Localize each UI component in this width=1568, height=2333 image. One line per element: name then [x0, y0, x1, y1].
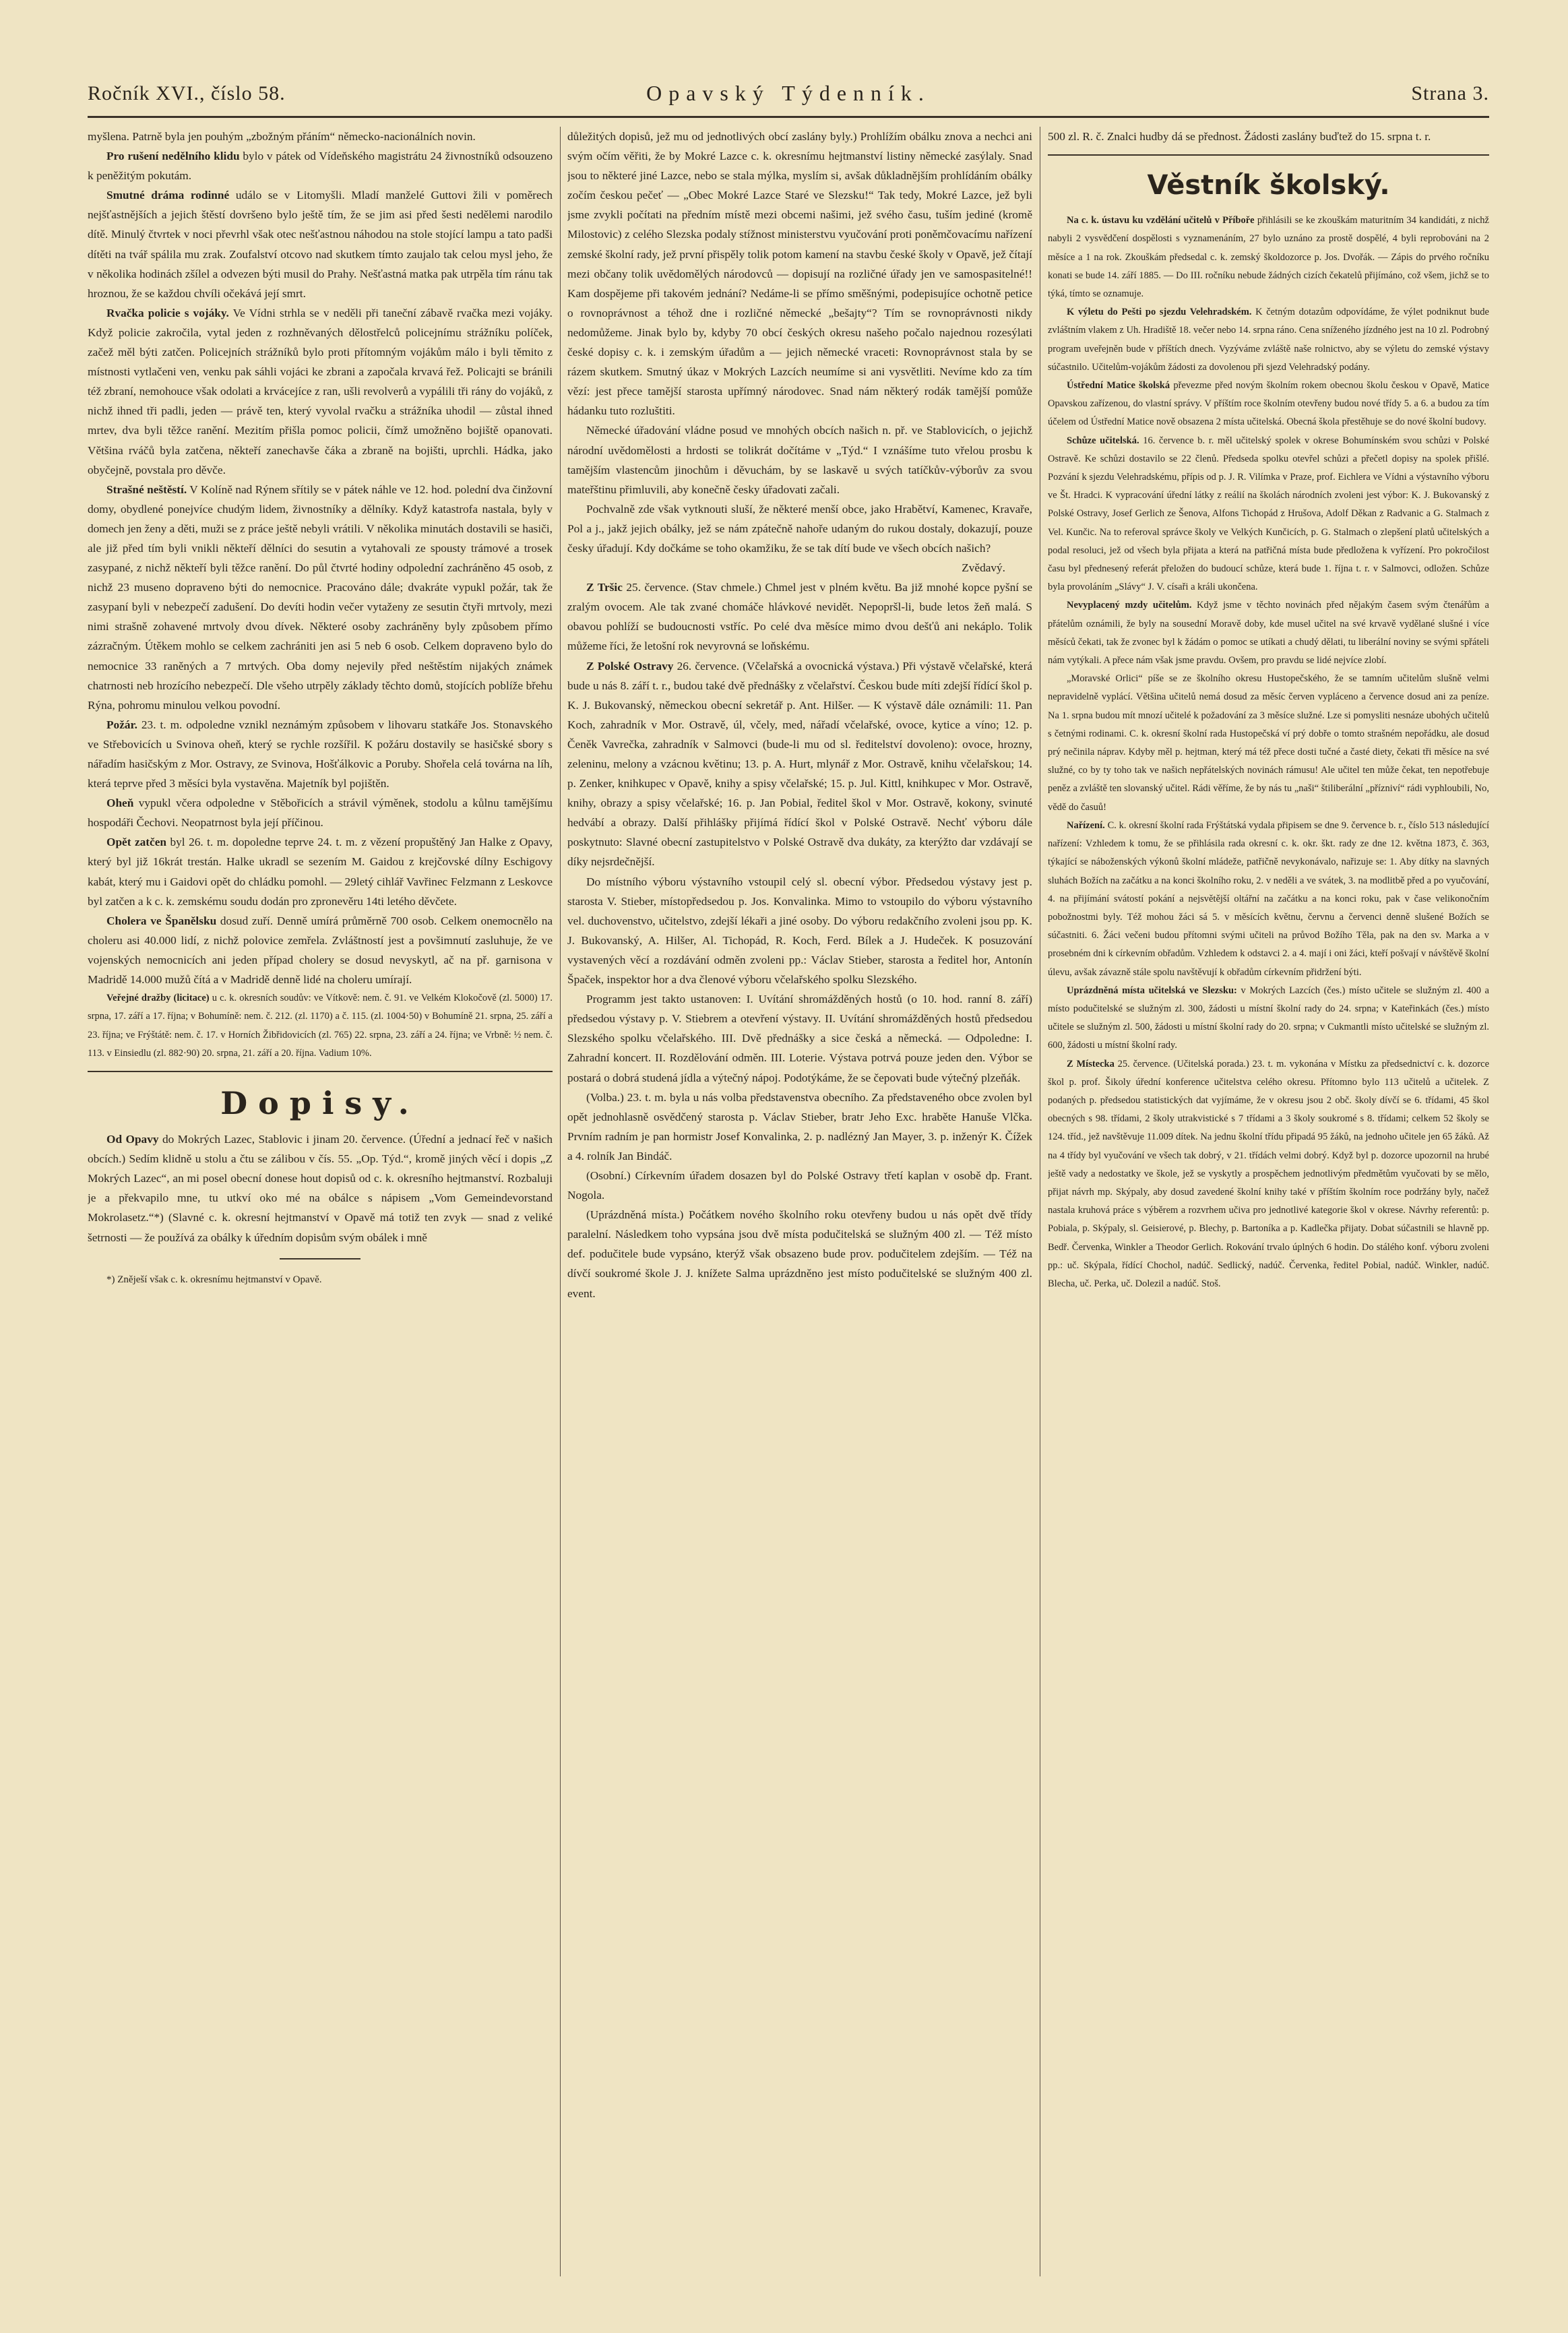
news-heading: K výletu do Pešti po sjezdu Velehradském.	[1067, 307, 1252, 318]
news-body: byl 26. t. m. dopoledne teprve 24. t. m. z vězení propuštěný Jan Halke z Opavy, který byl již 16krát trestán. Halke ukradl se sezením M. Gaidou z krejčovské dílny Eschigovy kabát, který mu i Gaidovi opět do chládku pomohl. — 29letý cihlář Vavřinec Felzmann z Leskovce byl zatčen a k c. k. zemskému soudu dodán pro zpronevěru 14ti letého děvčete.	[88, 836, 553, 908]
news-item	[1048, 212, 1489, 303]
article-text: Pochvalně zde však vytknouti sluší, že některé menší obce, jako Hrabětví, Kamenec, Kravaře, Pol a j., jakž jejich obálky, jež se nám zpátečně nahoře udaným do rukou dostaly, dokazují, pouze česky úřadují. Kdy dočkáme se toho okamžiku, že se tak dítí bude ve všech obcích našich?	[567, 502, 1032, 555]
letter-heading: Od Opavy	[106, 1133, 159, 1146]
news-heading: Oheň	[106, 797, 134, 810]
section-rule	[88, 1071, 553, 1072]
letter-item	[88, 1129, 553, 1247]
news-item	[88, 911, 553, 989]
news-heading: Požár.	[106, 718, 137, 731]
news-heading: Ústřední Matice školská	[1067, 380, 1170, 392]
news-heading: Z Místecka	[1067, 1058, 1115, 1069]
news-item	[88, 303, 553, 480]
news-item	[88, 832, 553, 910]
article-text: Programm jest takto ustanoven: I. Uvítání shromážděných hostů (o 10. hod. ranní 8. září) předsedou výstavy p. V. Stiebrem a otevření výstavy. II. Uvítání shromážděných hostů předsedou Slezského spolku včelařského. III. Dvě přednášky a sice česká a německá. — Odpoledne: I. Zahradní koncert. II. Rozdělování odměn. III. Loterie. Výstava potrvá pouze jeden den. Výbor se postará o dobrá studená jídla a výtečný nápoj. Podotýkáme, že se čepovati bude výtečný plzeňák.	[567, 993, 1032, 1084]
page-number: Strana 3.	[1411, 82, 1489, 104]
news-item	[567, 656, 1032, 872]
news-body: vypukl včera odpoledne v Stěbořicích a strávil výměnek, stodolu a kůlnu tamějšímu hospodáři Čechovi. Neopatrnost byla její příčinou.	[88, 797, 553, 830]
news-body: dosud zuří. Denně umírá průměrně 700 osob. Celkem onemocnělo na choleru asi 40.000 lidí, z nichž polovice zemřela. Zvláštností jest a povšimnutí zasluhuje, že ve vojenských nemocnicích ani jeden případ cholery se dosud nevyskytl, ač na př. garnisona v Madridě 14.000 mužů čítá a v Madridě denně lidé na choleru umírají.	[88, 914, 553, 987]
news-body: 16. července b. r. měl učitelský spolek v okrese Bohumínském svou schůzi v Polské Ostravě. Ke schůzi dostavilo se 22 členů. Předseda spolku otevřel schůzi a přečetl dopisy na spolek přišlé. Pozvání k sjezdu Velehradskému, přípis od p. J. R. Vilímka v Praze, prof. Eichlera ve Vídni a výstavního výboru ve Št. Hradci. K vypracování úřední látky z reálií na školách národních zvoleni jest výbor: K. J. Bukovanský z Polské Ostravy, Josef Gerlich ze Šenova, Alfons Tichopád z Hrušova, Adolf Děkan z Radvanic a G. Stalmach z Vel. Kunčic. Na to referoval správce školy ve Velkých Kunčicích, p. G. Stalmach o zlepšení platů učitelských a podal resoluci, jež od všech byla přijata a která na patřičná místa bude předložena k vyřízení. Pro pokročilost času byl přednesený referát přeložen do budoucí schůze, která bude 1. října t. r. v Salmovci, odložen. Schůze byla provoláním „Slávy“ J. V. císaři a králi ukončena.	[1048, 435, 1489, 593]
news-body: událo se v Litomyšli. Mladí manželé Guttovi žili v poměrech nejšťastnějších a jejich štěstí dovršeno bylo ještě tím, že se jim asi před šesti nedělemi narodilo dítě. Minulý čtvrtek v noci převrhl však otec nešťastnou náhodou na stole stojící lampu a tato padši dítěti na tvář spálila mu zrak. Zoufalství otcovo nad skutkem tímto zaujalo tak celou mysl jeho, že v několika hodinách zšílel a odvezen býti musil do Prahy. Nešťastná matka pak utrpěla tím ránu tak hroznou, že se každou chvíli očekává její smrt.	[88, 189, 553, 300]
article-text: (Uprázdněná místa.) Počátkem nového školního roku otevřeny budou u nás opět dvě třídy paralelní. Následkem toho vypsána jsou dvě místa podučitelská se služným 400 zl. — Též místo def. podučitele bude vypsáno, kterýž však obsazeno bude prov. podučitelem zdejším. — Též na dívčí soukromé škole J. J. knížete Salma uprázdněno jest místo podučitelské se služným 400 zl. event.	[567, 1208, 1032, 1300]
article-text: „Moravské Orlici“ píše se ze školního okresu Hustopečského, že se tamním učitelům slušně velmi nepravidelně vyplácí. Většina učitelů nemá dosud za měsíc červen vypláceno a července dosud ani za peníze. Na 1. srpna budou mít mnozí učitelé k požadování za 3 měsíce služné. Lze si pomysliti nesnáze ubohých učitelů s četnými rodinami. C. k. okresní školní rada Hustopečská ví prý dobře o tomto strašném nepořádku, ale dosud prý nečinila náprav. Kdyby měl p. hejtman, který má též přece dosti tučné a časté diety, čekati tři měsíce na své služné, co by ty toho tak ve našich nepřátelských novinách rámusu! Ale učitel ten může čekat, ten nepotřebuje peněz a zvláště ten slovanský učitel. Rádi věříme, že by nás tu „naši“ štiliberální „přízniví“ rádi vyphloubili, No, vědě do časuů!	[1048, 673, 1489, 813]
news-body: 25. července. (Stav chmele.) Chmel jest v plném květu. Ba již mnohé kopce pyšní se zralým ovocem. Ale tak zvané chomáče hlávkové nevidět. Nepopršl-li, bude letos žeň malá. S obavou pohlíží se budoucnosti vstříc. Po celé dva měsíce mimo dvou dešťů ani nekáplo. Tolik můžeme říci, že letošní rok nevyrovná se loňskému.	[567, 581, 1032, 653]
news-body: bylo v pátek od Vídeňského magistrátu 24 živnostníků odsouzeno k peněžitým pokutám.	[88, 150, 553, 183]
news-heading: Na c. k. ústavu ku vzdělání učitelů v Příboře	[1067, 215, 1255, 226]
newspaper-title: Opavský Týdenník.	[646, 81, 931, 105]
news-item	[88, 480, 553, 715]
issue-number: Ročník XVI., číslo 58.	[88, 82, 286, 104]
news-item	[1048, 303, 1489, 377]
news-body: přihlásili se ke zkouškám maturitním 34 kandidáti, z nichž nabyli 2 vysvědčení dospělosti s vyznamenáním, 27 bylo uznáno za prostě dospělé, 4 byli reprobováni na 2 měsíce a 1 na rok. Zkouškám předsedal c. k. zemský školdozorce p. Jos. Dvořák. — Zápis do prvého ročníku konati se bude 14. září 1885. — Do III. ročníku nebude žádných cizích čekatelů přijímáno, což všem, jichž se to týká, tímto se oznamuje.	[1048, 215, 1489, 299]
news-item	[88, 715, 553, 793]
news-heading: Veřejné dražby (licitace)	[106, 993, 210, 1004]
column-1	[88, 127, 553, 2283]
article-text: (Osobní.) Církevním úřadem dosazen byl do Polské Ostravy třetí kaplan v osobě dp. Frant. Nogola.	[567, 1169, 1032, 1202]
column-3	[1048, 127, 1489, 2283]
auction-listing	[88, 989, 553, 1063]
news-item	[1048, 982, 1489, 1055]
footnote-rule	[280, 1258, 360, 1259]
news-heading: Z Polské Ostravy	[586, 659, 674, 673]
news-body: V Kolíně nad Rýnem sřítily se v pátek náhle ve 12. hod. polední dva činžovní domy, obydlené ponejvíce chudým lidem, živnostníky a dělníky. Když katastrofa nastala, byly v domech jen ženy a děti, muži se z práce ještě nebyli vrátili. V několika minutách dostavili se hasiči, ale již před tím byli vnikli někteří dělníci do sesutin a vytahovali ze spousty trámové a trosek zasypané, z nichž někteří byli těžce ranění. Do půl čtvrté hodiny odpolední zachráněno 45 osob, z nichž 23 museno dopraveno býti do nemocnice. Pracováno dále; dvakráte vypukl požár, tak že zasypaní byli v nebezpečí zadušení. Do devíti hodin večer vytaženy ze sesutin čtyři mrtvoly, mezi nimi strašně zohavené mrtvoly dvou dívek. Některé osoby zachráněny byly způsobem přímo zázračným. Útěkem mohlo se celkem zachrániti jen asi 5 neb 6 osob. Celkem dopraveno bylo do nemocnice 33 raněných a 7 mrtvých. Oba domy nejevily před neštěstím nijakých známek chatrnosti neb hrozícího nebezpečí. Dle všeho utrpěly základy těchto domů, stojících poblíže břehu Rýna, pohromu minulou velkou povodní.	[88, 483, 553, 712]
news-item	[1048, 817, 1489, 982]
section-rule	[1048, 154, 1489, 156]
news-item	[88, 793, 553, 832]
news-heading: Schůze učitelská.	[1067, 435, 1139, 446]
news-heading: Opět zatčen	[106, 836, 166, 849]
news-body: 25. července. (Učitelská porada.) 23. t. m. vykonána v Místku za předsednictví c. k. dozorce škol p. prof. Šikoly úřední konference učitelstva celého okresu. Přítomno bylo 113 učitelů a učitelek. Z podaných p. předsedou statistických dat vyjímáme, že v okresu jsou 2 obč. školy dívčí se 6. třídami, 45 škol obecných s 98. třídami, 2 školy utrakvistické s 7 třídami a 3 školy soukromé s 8. třídami; celkem 52 školy se 124. tříd., jež navštěvuje 11.009 dítek. Na jednu školní třídu připadá 95 žáků, na jednoho učitele jen 65 žáků. Až na 4 třídy byl vyučování ve všech tak dobrý, v 21. třídách velmi dobrý. Když byl p. dozorce upozornil na hrubé ještě vady a nedostatky ve škole, jež se vyskytly a prospěchem jednotlivým předmětům vyučovati by se mělo, přijat návrh mp. Skýpaly, aby dosud zavedené školní knihy také v příštím školním roce podržány byly, načež nastala kruhová práce s výběrem a rozvrhem učiva pro jednotlivé kategorie škol v okrese. Návrhy referentů: p. Pobiala, p. Skýpaly, sl. Geisierové, p. Blechy, p. Bartoníka a p. Kadlečka přijaty. Dobat súčastnili se hlavně pp. Bedř. Červenka, Winkler a Theodor Gerlich. Rokování trvalo úplných 6 hodin. Do stálého konf. výboru zvoleni pp.: uč. Skýpala, řídící Chochol, nadúč. Sedlický, nadúč. Červenka, ředitel Pobial, nadúč. Winkler, nadúč. Blecha, uč. Perka, uč. Dolezil a nadúč. Stoš.	[1048, 1058, 1489, 1289]
news-body: K četným dotazům odpovídáme, že výlet podniknut bude zvláštním vlakem z Uh. Hradiště 18. večer nebo 14. srpna ráno. Cena sníženého jízdného jest na 10 zl. Podrobný program uveřejněn bude v příštích dnech. Vyzýváme zvláště naše rolnictvo, aby se výletu do zemské výstavy súčastnilo. Učitelům-vojákům žádosti za dovolenou při sjezd Velehradský podány.	[1048, 307, 1489, 373]
column-divider	[560, 127, 561, 2276]
section-title-vestnik: Věstník školský.	[1147, 170, 1390, 201]
news-item	[567, 578, 1032, 656]
news-body: 26. července. (Včelařská a ovocnická výstava.) Při výstavě včelařské, která bude u nás 8. září t. r., budou také dvě přednášky z včelařství. Českou bude míti zdejší řídící škol p. K. J. Bukovanský, německou obecní sekretář p. Ant. Hilšer. — K výstavě dále oznámili: 11. Pan Koch, zahradník v Mor. Ostravě, úl, včely, med, nářadí včelařské, ovoce, kytice a víno; 12. p. Čeněk Vavrečka, zahradník v Salmovci (bude-li mu od sl. ředitelství dovoleno): ovoce, hrozny, zeleninu, melony a vzácnou květinu; 13. p. A. Hurt, mlynář z Mor. Ostravě, knihu včelařskou; 14. p. Zenker, knihkupec v Opavě, knihy a spisy včelařské; 15. p. Jul. Kittl, knihkupec v Mor. Ostravě, knihy, obrazy a spisy včelařské; 16. p. Jan Pobial, ředitel škol v Mor. Ostravě, kokony, svinuté hedvábí a obrazy. Další přihlášky přijímá řídící škol v Polské Ostravě. Nechť výboru dále poskytnuto: Slavné obecní zastupitelstvo v Polské Ostravě dva dukáty, za kterýžto dar vzdávají se díky nejsrdečnější.	[567, 659, 1032, 869]
news-heading: Uprázdněná místa učitelská ve Slezsku:	[1067, 985, 1237, 996]
letter-continuation: důležitých dopisů, jež mu od jednotlivých obcí zaslány byly.) Prohlížím obálku znova a nechci ani svým očím věřiti, že by Mokré Lazce c. k. okresnímu hejtmanství listiny německé zasýlaly. Snad jsou to některé jiné Lazce, nebo se stala mýlka, myslím si, avšak důkladnějším prohlídáním obálky zočím českou pečeť — „Obec Mokré Lazce Staré ve Slezsku!“ Tak tedy, Mokré Lazce, jež byli jsme zvykli počítati na předním místě mezi obcemi našimi, jež svého času, tuším jediné (kromě Milostovic) z celého Slezska podaly stížnost ministerstvu vyučování proti poněmčovacímu nařízení zemské školní rady, jež první přispěly tolik potom kamení na stavbu české školy v Opavě, jež čítají mezi občany tolik uvědomělých národovců — dopisují na rozličné úřady jen ve samospasitelné!! Kam dospějeme při takovém jednání? Nedáme-li se přímo směšnými, podepisujíce ochotně petice o rovnoprávnost a téhož dne i rozličné německé „bešajty“? Tím se rovnoprávnosti nikdy nedomůžeme. Jinak bylo by, kdyby 70 obcí českých okresu našeho počalo najednou rozesýlati české dopisy c. k. i zemským úřadům a — jejich německé vraceti: Rovnoprávnost stala by se rázem skutkem. Smutný úkaz v Mokrých Lazcích neumíme si ani vysvětliti. Nevíme kdo za tím vězí: jest přece tamější starosta upřímný národovec. Snad nám některý rodák tamější pomůže hádanku tuto rozluštiti.	[567, 130, 1032, 418]
article-text: Německé úřadování vládne posud ve mnohých obcích našich n. př. ve Stablovicích, o jejichž národní uvědomělosti a hrdosti se tolikrát dočítáme v „Týd.“ I vznášíme tuto vřelou prosbu k tamějším vlastencům jinochům i děvuchám, by se laskavě u svých tatíčkův-výborův za svou mateřštinu přimluvili, aby konečně česky úřadovati začali.	[567, 424, 1032, 496]
news-item	[1048, 432, 1489, 597]
news-body: 23. t. m. odpoledne vznikl neznámým způsobem v lihovaru statkáře Jos. Stonavského ve Střebovicích u Svinova oheň, který se rychle rozšířil. K požáru dostavily se hasičské sbory s nářadím hasičským z Mor. Ostravy, ze Svinova, Hošťálkovic a Poruby. Shořela celá továrna na líh, která teprve před 3 měsíci byla vystavěna. Majetník byl pojištěn.	[88, 718, 553, 790]
header-rule	[88, 116, 1489, 118]
news-body: C. k. okresní školní rada Frýštátská vydala připisem se dne 9. července b. r., číslo 513 následující nařízení: Vzhledem k tomu, že se přihlásila rada okresní c. k. okr. škt. rady ze dne 12. května 1873, č. 363, týkající se náboženských výkonů školní mládeže, patřičně nevykonávalo, nařizuje se: 1. Aby dítky na slavných sluhách Božích na začátku a na konci školního roku, 2. v neděli a ve svátek, 3. na modlitbě před a po vyučování, 4. na přijímání svátostí pokání a nejsvětější oltářní na začátku a na konci roku, pak v čase velikonočním pobožnostmi byly. Též mohou žáci sá 5. v měsících květnu, červnu a červenci denně slušené Božích se súčastniti. 6. Žáci večeni budou přítomni svými učiteli na průvod Božího Těla, pak na den sv. Marka a v prosebném dni k církevním obřadům. Vzhledem k odstavci 2. a 4. mají i oni žáci, kteří pošvají v návštěvě školní úlevu, avšak závazně stále spolu navštěvují k obřadům církevním přidržení býti.	[1048, 819, 1489, 978]
article-text: myšlena. Patrně byla jen pouhým „zbožným přáním“ německo-nacionálních novin.	[88, 130, 476, 143]
news-heading: Nařízení.	[1067, 819, 1105, 831]
news-heading: Smutné dráma rodinné	[106, 189, 230, 202]
news-body: v Mokrých Lazcích (čes.) místo učitele se služným zl. 400 a místo podučitelské se služným zl. 300, žádosti u místní školní rady do 24. srpna; v Kateřinkách (čes.) místo učitele se služným zl. 500, žádosti u místní školní rady do 20. srpna; v Cukmantli místo učitelské se služným zl. 600, žádosti u místní školní rady.	[1048, 985, 1489, 1051]
news-heading: Nevyplacený mzdy učitelům.	[1067, 600, 1192, 611]
signature: Zvědavý.	[962, 561, 1005, 575]
news-item	[88, 185, 553, 303]
news-body: Ve Vídni strhla se v neděli při taneční zábavě rvačka mezi vojáky. Když policie zakročila, vytal jeden z rozhněvaných dělostřelců policejnímu strážníku políček, začež měl býti zatčen. Policejních strážníků bylo proti přítomným vojákům málo i byli těmito z místnosti vytlačeni ven, venku pak sáhli vojáci ke zbrani a započala krvavá řež. Policajti se bránili též zbraní, nemohouce však odolati a krvácejíce z ran, ušli revolverů a vypálili tři rány do vojáků, z nichž ihned tři padli, jeden — právě ten, který vyvolal rvačku a strážníka uhodil — zůstal ihned mrtev, dva byli těžce ranění. Mezitím přišla pomoc policii, čímž umožněno bojiště opanovati. Většina rváčů byla zatčena, někteří zanechavše čáka a zbraně na bojišti, uprchli. Hádka, jako obyčejně, povstala pro děvče.	[88, 306, 553, 476]
column-2	[567, 127, 1032, 2283]
section-title-dopisy: Dopisy.	[220, 1084, 420, 1121]
news-item	[1048, 1055, 1489, 1294]
news-body: převezme před novým školním rokem obecnou školu českou v Opavě, Matice Opavskou zařízenou, do vlastní správy. V příštím roce školním otevřeny budou nové třídy 5. a 6. a budou za tím účelem od Ústřední Matice nově obsazena 2 místa učitelská. Obecná škola přestěhuje se do nové školní budovy.	[1048, 380, 1489, 428]
news-heading: Strašné neštěstí.	[106, 483, 187, 496]
letter-body: do Mokrých Lazec, Stablovic i jinam 20. července. (Úřední a jednací řeč v našich obcích.) Sedím klidně u stolu a čtu se zálibou v čís. 55. „Op. Týd.“, kromě jiných věcí i dopis „Z Mokrých Lazec“, an mi posel obecní donese hout dopisů od c. k. okresního hejtmanství. Rozbaluji je a překvapilo mne, tu utkví oko mé na obálce s nápisem „Vom Gemeindevorstand Mokrolasetz.“*) (Slavné c. k. okresní hejtmanství v Opavě má totiž ten zvyk — snad z veliké šetrnosti — že používá za obálky k úředním dopisům svým obálek i mně	[88, 1133, 553, 1244]
newspaper-page	[88, 74, 1489, 2284]
news-heading: Cholera ve Španělsku	[106, 914, 217, 927]
article-text: Do místního výboru výstavního vstoupil celý sl. obecní výbor. Předsedou výstavy jest p. starosta V. Stieber, místopředsedou p. Jos. Konvalinka. Mimo to vstoupilo do výboru výstavního vel. duchovenstvo, učitelstvo, zdejší lékaři a jiné osoby. Do výboru redakčního zvoleni jsou pp. K. J. Bukovanský, A. Hilšer, Al. Tichopád, R. Koch, Ferd. Bílek a J. Hudeček. K posuzování vystavených věcí a rozdávání odměn zvoleni pp.: Václav Stieber, starosta a ředitel hor, Antonín Špaček, inspektor hor a dva členové výboru včelařského spolku Slezského.	[567, 875, 1032, 987]
news-heading: Rvačka policie s vojáky.	[106, 306, 229, 319]
news-body: u c. k. okresních soudův: ve Vítkově: nem. č. 91. ve Velkém Klokočově (zl. 5000) 17. srpna, 17. září a 17. října; v Bohumíně: nem. č. 212. (zl. 1170) a č. 115. (zl. 1004·50) v Bohumíně 21. srpna, 25. září a 23. října; ve Frýštátě: nem. č. 17. v Horních Žibřidovicích (zl. 765) 22. srpna, 23. září a 24. října; ve Vrbně: ½ nem. č. 113. v Einsiedlu (zl. 882·90) 20. srpna, 21. září a 20. října. Vadium 10%.	[88, 993, 553, 1059]
news-body: Když jsme v těchto novinách před nějakým časem svým čtenářům a přátelům oznámili, že byly na sousední Moravě doby, kde musel učitel na své krvavě vydělané slušné i více měsíců čekati, tak že zvonec byl k žádám o pomoc se utíkati a chudý dělati, tu liberální noviny se svými spřáteli nám vytýkali. A přece nám však jsme pravdu. Ovšem, pro pravdu se lidé nejvíce zlobí.	[1048, 600, 1489, 666]
page-header	[88, 74, 1489, 109]
article-text: (Volba.) 23. t. m. byla u nás volba představenstva obecního. Za představeného obce zvolen byl opět jednohlasně osvědčený starosta p. Václav Stieber, bratr Jeho Exc. hraběte Hanuše Vlčka. Prvním radním je pan hormistr Josef Konvalinka, 2. p. nadlézný Jan Mayer, 3. p. inženýr K. Čížek a 4. rolník Jan Bindáč.	[567, 1090, 1032, 1162]
news-heading: Pro rušení nedělního klidu	[106, 150, 240, 163]
article-continuation: 500 zl. R. č. Znalci hudby dá se přednost. Žádosti zaslány buďtež do 15. srpna t. r.	[1048, 130, 1431, 143]
news-heading: Z Tršic	[586, 581, 623, 594]
news-item	[88, 146, 553, 185]
news-item	[1048, 596, 1489, 670]
news-item	[1048, 377, 1489, 432]
footnote: *) Zněješí však c. k. okresnímu hejtmanství v Opavě.	[106, 1274, 322, 1285]
